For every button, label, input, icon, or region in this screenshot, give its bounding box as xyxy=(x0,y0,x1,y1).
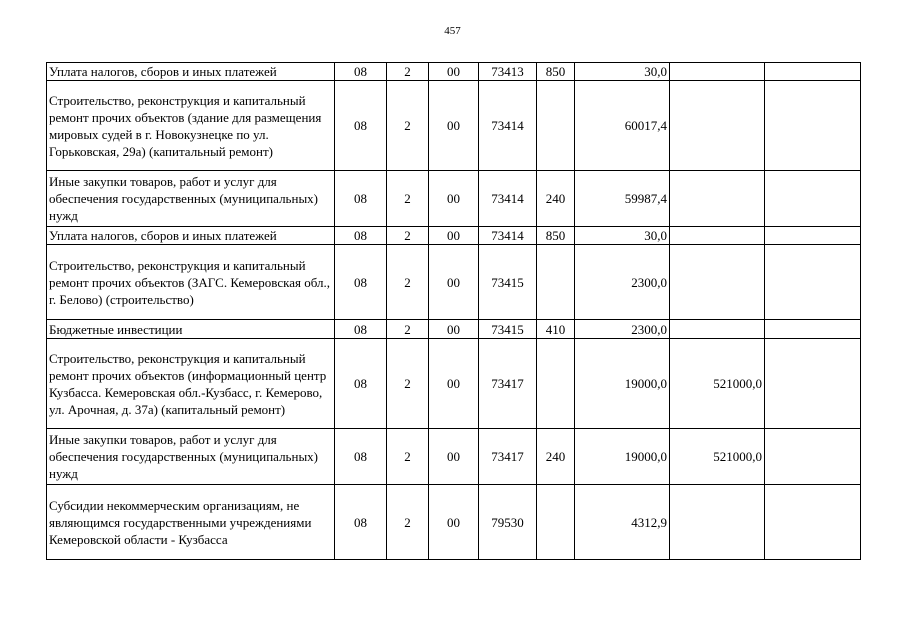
direction-code: 73414 xyxy=(479,227,537,245)
expense-type-code: 850 xyxy=(537,227,575,245)
section-code: 08 xyxy=(335,339,387,429)
table-row xyxy=(47,485,861,560)
section-code: 08 xyxy=(335,429,387,485)
table-row xyxy=(47,227,861,245)
amount-3 xyxy=(765,63,861,81)
program-code: 2 xyxy=(387,429,429,485)
amount-2: 521000,0 xyxy=(670,339,765,429)
amount-3 xyxy=(765,81,861,171)
amount-3 xyxy=(765,171,861,227)
table-row xyxy=(47,81,861,171)
subprogram-code: 00 xyxy=(429,245,479,320)
section-code: 08 xyxy=(335,227,387,245)
expense-type-code xyxy=(537,81,575,171)
amount-3 xyxy=(765,320,861,339)
section-code: 08 xyxy=(335,81,387,171)
amount-3 xyxy=(765,227,861,245)
amount-1: 19000,0 xyxy=(575,429,670,485)
amount-3 xyxy=(765,245,861,320)
direction-code: 73417 xyxy=(479,339,537,429)
program-code: 2 xyxy=(387,81,429,171)
amount-1: 4312,9 xyxy=(575,485,670,560)
subprogram-code: 00 xyxy=(429,320,479,339)
table-row xyxy=(47,171,861,227)
amount-2 xyxy=(670,245,765,320)
row-name: Иные закупки товаров, работ и услуг для обеспечения государственных (муниципальных) нужд xyxy=(47,429,335,485)
program-code: 2 xyxy=(387,320,429,339)
amount-1: 30,0 xyxy=(575,227,670,245)
direction-code: 73415 xyxy=(479,320,537,339)
row-name: Уплата налогов, сборов и иных платежей xyxy=(47,63,335,81)
section-code: 08 xyxy=(335,63,387,81)
program-code: 2 xyxy=(387,339,429,429)
expense-type-code xyxy=(537,485,575,560)
program-code: 2 xyxy=(387,227,429,245)
expense-type-code: 410 xyxy=(537,320,575,339)
direction-code: 79530 xyxy=(479,485,537,560)
amount-1: 30,0 xyxy=(575,63,670,81)
amount-2 xyxy=(670,485,765,560)
program-code: 2 xyxy=(387,245,429,320)
row-name: Иные закупки товаров, работ и услуг для обеспечения государственных (муниципальных) нужд xyxy=(47,171,335,227)
expense-type-code: 850 xyxy=(537,63,575,81)
direction-code: 73417 xyxy=(479,429,537,485)
table-row xyxy=(47,63,861,81)
table-row xyxy=(47,245,861,320)
amount-2 xyxy=(670,227,765,245)
row-name: Уплата налогов, сборов и иных платежей xyxy=(47,227,335,245)
table-row xyxy=(47,339,861,429)
budget-table xyxy=(46,62,861,560)
section-code: 08 xyxy=(335,245,387,320)
amount-3 xyxy=(765,485,861,560)
amount-1: 59987,4 xyxy=(575,171,670,227)
amount-1: 60017,4 xyxy=(575,81,670,171)
amount-1: 2300,0 xyxy=(575,320,670,339)
section-code: 08 xyxy=(335,171,387,227)
row-name: Субсидии некоммерческим организациям, не являющимся государственными учреждениями Кемеровской области - Кузбасса xyxy=(47,485,335,560)
expense-type-code xyxy=(537,339,575,429)
amount-2 xyxy=(670,171,765,227)
expense-type-code xyxy=(537,245,575,320)
section-code: 08 xyxy=(335,485,387,560)
row-name: Строительство, реконструкция и капитальный ремонт прочих объектов (здание для размещения мировых судей в г. Новокузнецке по ул. Горьковская, 29а) (капитальный ремонт) xyxy=(47,81,335,171)
expense-type-code: 240 xyxy=(537,171,575,227)
amount-1: 2300,0 xyxy=(575,245,670,320)
subprogram-code: 00 xyxy=(429,485,479,560)
program-code: 2 xyxy=(387,63,429,81)
amount-3 xyxy=(765,429,861,485)
direction-code: 73415 xyxy=(479,245,537,320)
direction-code: 73413 xyxy=(479,63,537,81)
subprogram-code: 00 xyxy=(429,339,479,429)
program-code: 2 xyxy=(387,171,429,227)
section-code: 08 xyxy=(335,320,387,339)
subprogram-code: 00 xyxy=(429,429,479,485)
row-name: Строительство, реконструкция и капитальный ремонт прочих объектов (ЗАГС. Кемеровская обл., г. Белово) (строительство) xyxy=(47,245,335,320)
page-number: 457 xyxy=(444,25,461,37)
amount-3 xyxy=(765,339,861,429)
expense-type-code: 240 xyxy=(537,429,575,485)
amount-2: 521000,0 xyxy=(670,429,765,485)
direction-code: 73414 xyxy=(479,171,537,227)
amount-2 xyxy=(670,63,765,81)
subprogram-code: 00 xyxy=(429,171,479,227)
subprogram-code: 00 xyxy=(429,63,479,81)
row-name: Строительство, реконструкция и капитальный ремонт прочих объектов (информационный центр Кузбасса. Кемеровская обл.-Кузбасс, г. Кемерово, ул. Арочная, д. 37а) (капитальный ремонт) xyxy=(47,339,335,429)
subprogram-code: 00 xyxy=(429,227,479,245)
table-row xyxy=(47,320,861,339)
direction-code: 73414 xyxy=(479,81,537,171)
amount-2 xyxy=(670,81,765,171)
program-code: 2 xyxy=(387,485,429,560)
row-name: Бюджетные инвестиции xyxy=(47,320,335,339)
amount-2 xyxy=(670,320,765,339)
subprogram-code: 00 xyxy=(429,81,479,171)
table-row xyxy=(47,429,861,485)
amount-1: 19000,0 xyxy=(575,339,670,429)
